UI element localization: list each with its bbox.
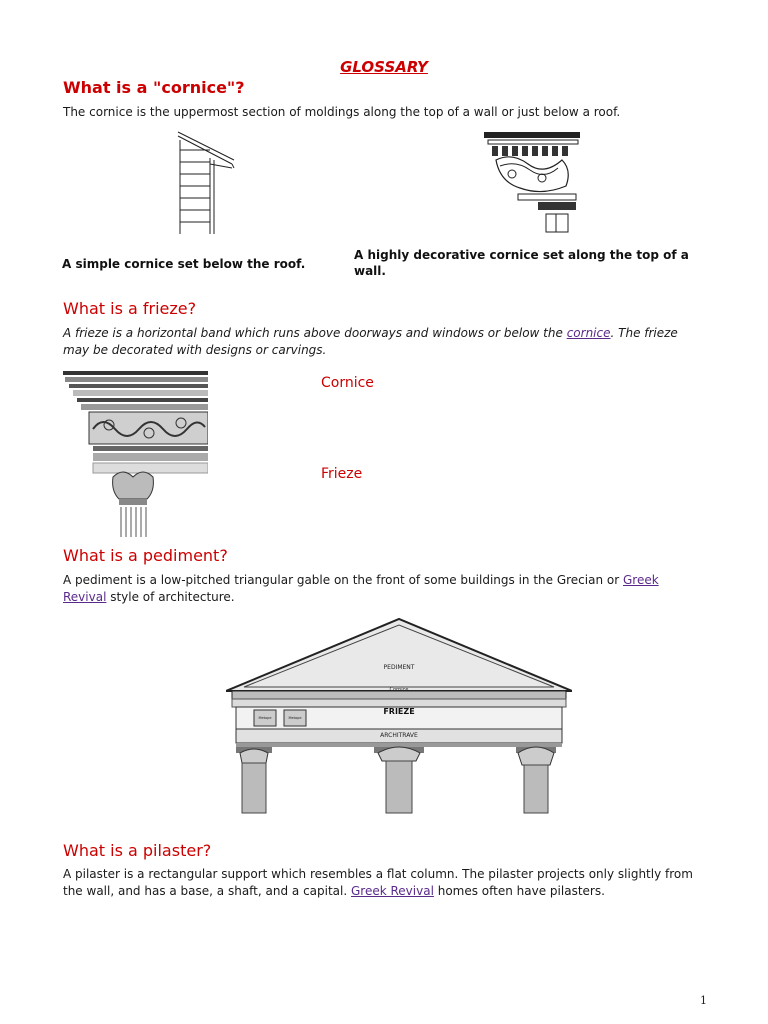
- pilaster-definition: A pilaster is a rectangular support which resembles a flat column. The pilaster projects only slightly from the wall, and has a base, a shaft, and a capital. Greek Revival homes often have pilasters.: [63, 867, 693, 898]
- cornice-heading: What is a "cornice"?: [63, 78, 245, 97]
- decorative-cornice-image: [482, 130, 582, 240]
- caption-simple-cornice: A simple cornice set below the roof.: [62, 257, 306, 271]
- pediment-heading: What is a pediment?: [63, 546, 228, 565]
- pediment-diagram-label: PEDIMENT: [383, 664, 415, 671]
- pilaster-heading: What is a pilaster?: [63, 841, 212, 860]
- column-right: [516, 747, 556, 813]
- architrave-diagram-label: ARCHITRAVE: [380, 732, 418, 739]
- pediment-definition: A pediment is a low-pitched triangular gable on the front of some buildings in the Grecian or Greek Revival style of architecture.: [63, 573, 659, 604]
- label-frieze: Frieze: [321, 466, 363, 482]
- greek-revival-link-2[interactable]: Greek Revival: [351, 884, 434, 898]
- label-cornice: Cornice: [321, 375, 374, 391]
- pediment-image: [226, 617, 572, 815]
- caption-decorative-cornice: A highly decorative cornice set along the top of a wall.: [354, 248, 689, 278]
- cornice-diagram-label: Cornice: [389, 687, 409, 693]
- column-left: [236, 747, 272, 813]
- frieze-image: [63, 367, 208, 537]
- page-number: 1: [700, 994, 707, 1007]
- column-center: [374, 747, 424, 813]
- cornice-link[interactable]: cornice: [566, 326, 611, 340]
- page-title: GLOSSARY: [340, 58, 428, 76]
- frieze-definition: A frieze is a horizontal band which runs above doorways and windows or below the cornice. The frieze may be decorated with designs or carvings.: [63, 326, 678, 357]
- metope-label-2: Metope: [288, 716, 302, 720]
- metope-label-1: Metope: [258, 716, 272, 720]
- frieze-heading: What is a frieze?: [63, 299, 197, 318]
- frieze-diagram-label: FRIEZE: [383, 707, 415, 716]
- cornice-definition: The cornice is the uppermost section of moldings along the top of a wall or just below a roof.: [63, 105, 621, 119]
- simple-cornice-image: [170, 130, 246, 236]
- greek-revival-link[interactable]: Greek Revival: [63, 573, 659, 604]
